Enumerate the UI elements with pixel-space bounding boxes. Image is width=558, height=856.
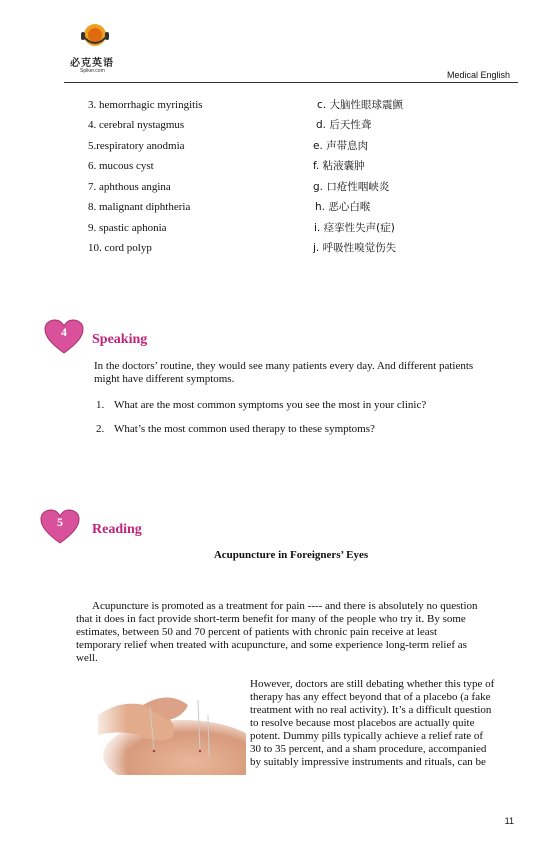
text-line: temporary relief when treated with acupuncture, and some experience long-term relief as [76,639,467,651]
header-divider [64,82,518,83]
article-paragraph [76,600,516,665]
logo-icon [78,22,112,52]
term-english: 4. cerebral nystagmus [88,119,185,131]
section-title-speaking: Speaking [92,332,148,347]
text-line: However, doctors are still debating whether this type of [250,678,495,690]
text-line: estimates, between 50 and 70 percent of patients with chronic pain receive at least [76,626,438,638]
term-chinese: c. 大脑性眼球震颤 [317,99,403,111]
question-text: What are the most common symptoms you see the most in your clinic? [114,399,427,411]
text-line: In the doctors’ routine, they would see many patients every day. And different patients [94,360,474,372]
question-text: What’s the most common used therapy to these symptoms? [114,423,375,435]
text-line: Acupuncture is promoted as a treatment for pain ---- and there is absolutely no question [92,600,478,612]
text-line: therapy has any effect beyond that of a placebo (a fake [250,691,491,703]
term-english: 8. malignant diphtheria [88,201,191,213]
text-line: potent. Dummy pills typically achieve a relief rate of [250,730,484,742]
text-line: 30 to 35 percent, and a sham procedure, accompanied [250,743,487,755]
header-title: Medical English [446,70,510,80]
article-title: Acupuncture in Foreigners’ Eyes [213,549,369,561]
term-chinese: f. 粘液囊肿 [313,160,365,172]
term-english: 5.respiratory anodmia [88,140,185,152]
question-number: 2. [96,423,105,435]
term-chinese: j. 呼吸性嗅觉伤失 [313,242,397,254]
term-chinese: g. 口疮性咽峡炎 [313,181,390,193]
term-english: 7. aphthous angina [88,181,171,193]
section-number: 4 [61,325,67,339]
text-line: to resolve because most placebos are actually quite [250,717,475,729]
question-number: 1. [96,399,105,411]
page-number: 11 [504,816,514,826]
acupuncture-photo [88,675,246,775]
text-line: by suitably impressive instruments and rituals, can be [250,756,486,768]
text-line: might have different symptoms. [94,373,235,385]
text-line: well. [76,652,98,664]
term-chinese: h. 恶心白喉 [315,201,371,213]
section-number-badge [40,509,80,545]
term-chinese: d. 后天性聋 [316,119,372,131]
text-line: treatment with no real activity). It’s a difficult question [250,704,492,716]
section-number: 5 [57,515,63,529]
term-english: 9. spastic aphonia [88,222,167,234]
article-paragraph [250,678,516,769]
section-title-reading: Reading [92,522,142,537]
list-item [96,423,516,437]
speaking-intro [94,360,516,386]
term-chinese: i. 痉挛性失声(症) [314,222,395,234]
term-chinese: e. 声带息肉 [313,140,369,152]
logo-url: Spiker.com [80,68,105,74]
term-english: 10. cord polyp [88,242,152,254]
logo-text: 必克英语 [70,58,114,69]
term-english: 3. hemorrhagic myringitis [88,99,203,111]
list-item [96,399,516,413]
text-line: that it does in fact provide short-term benefit for many of the people who try it. By some [76,613,466,625]
section-number-badge [44,319,84,355]
term-english: 6. mucous cyst [88,160,154,172]
